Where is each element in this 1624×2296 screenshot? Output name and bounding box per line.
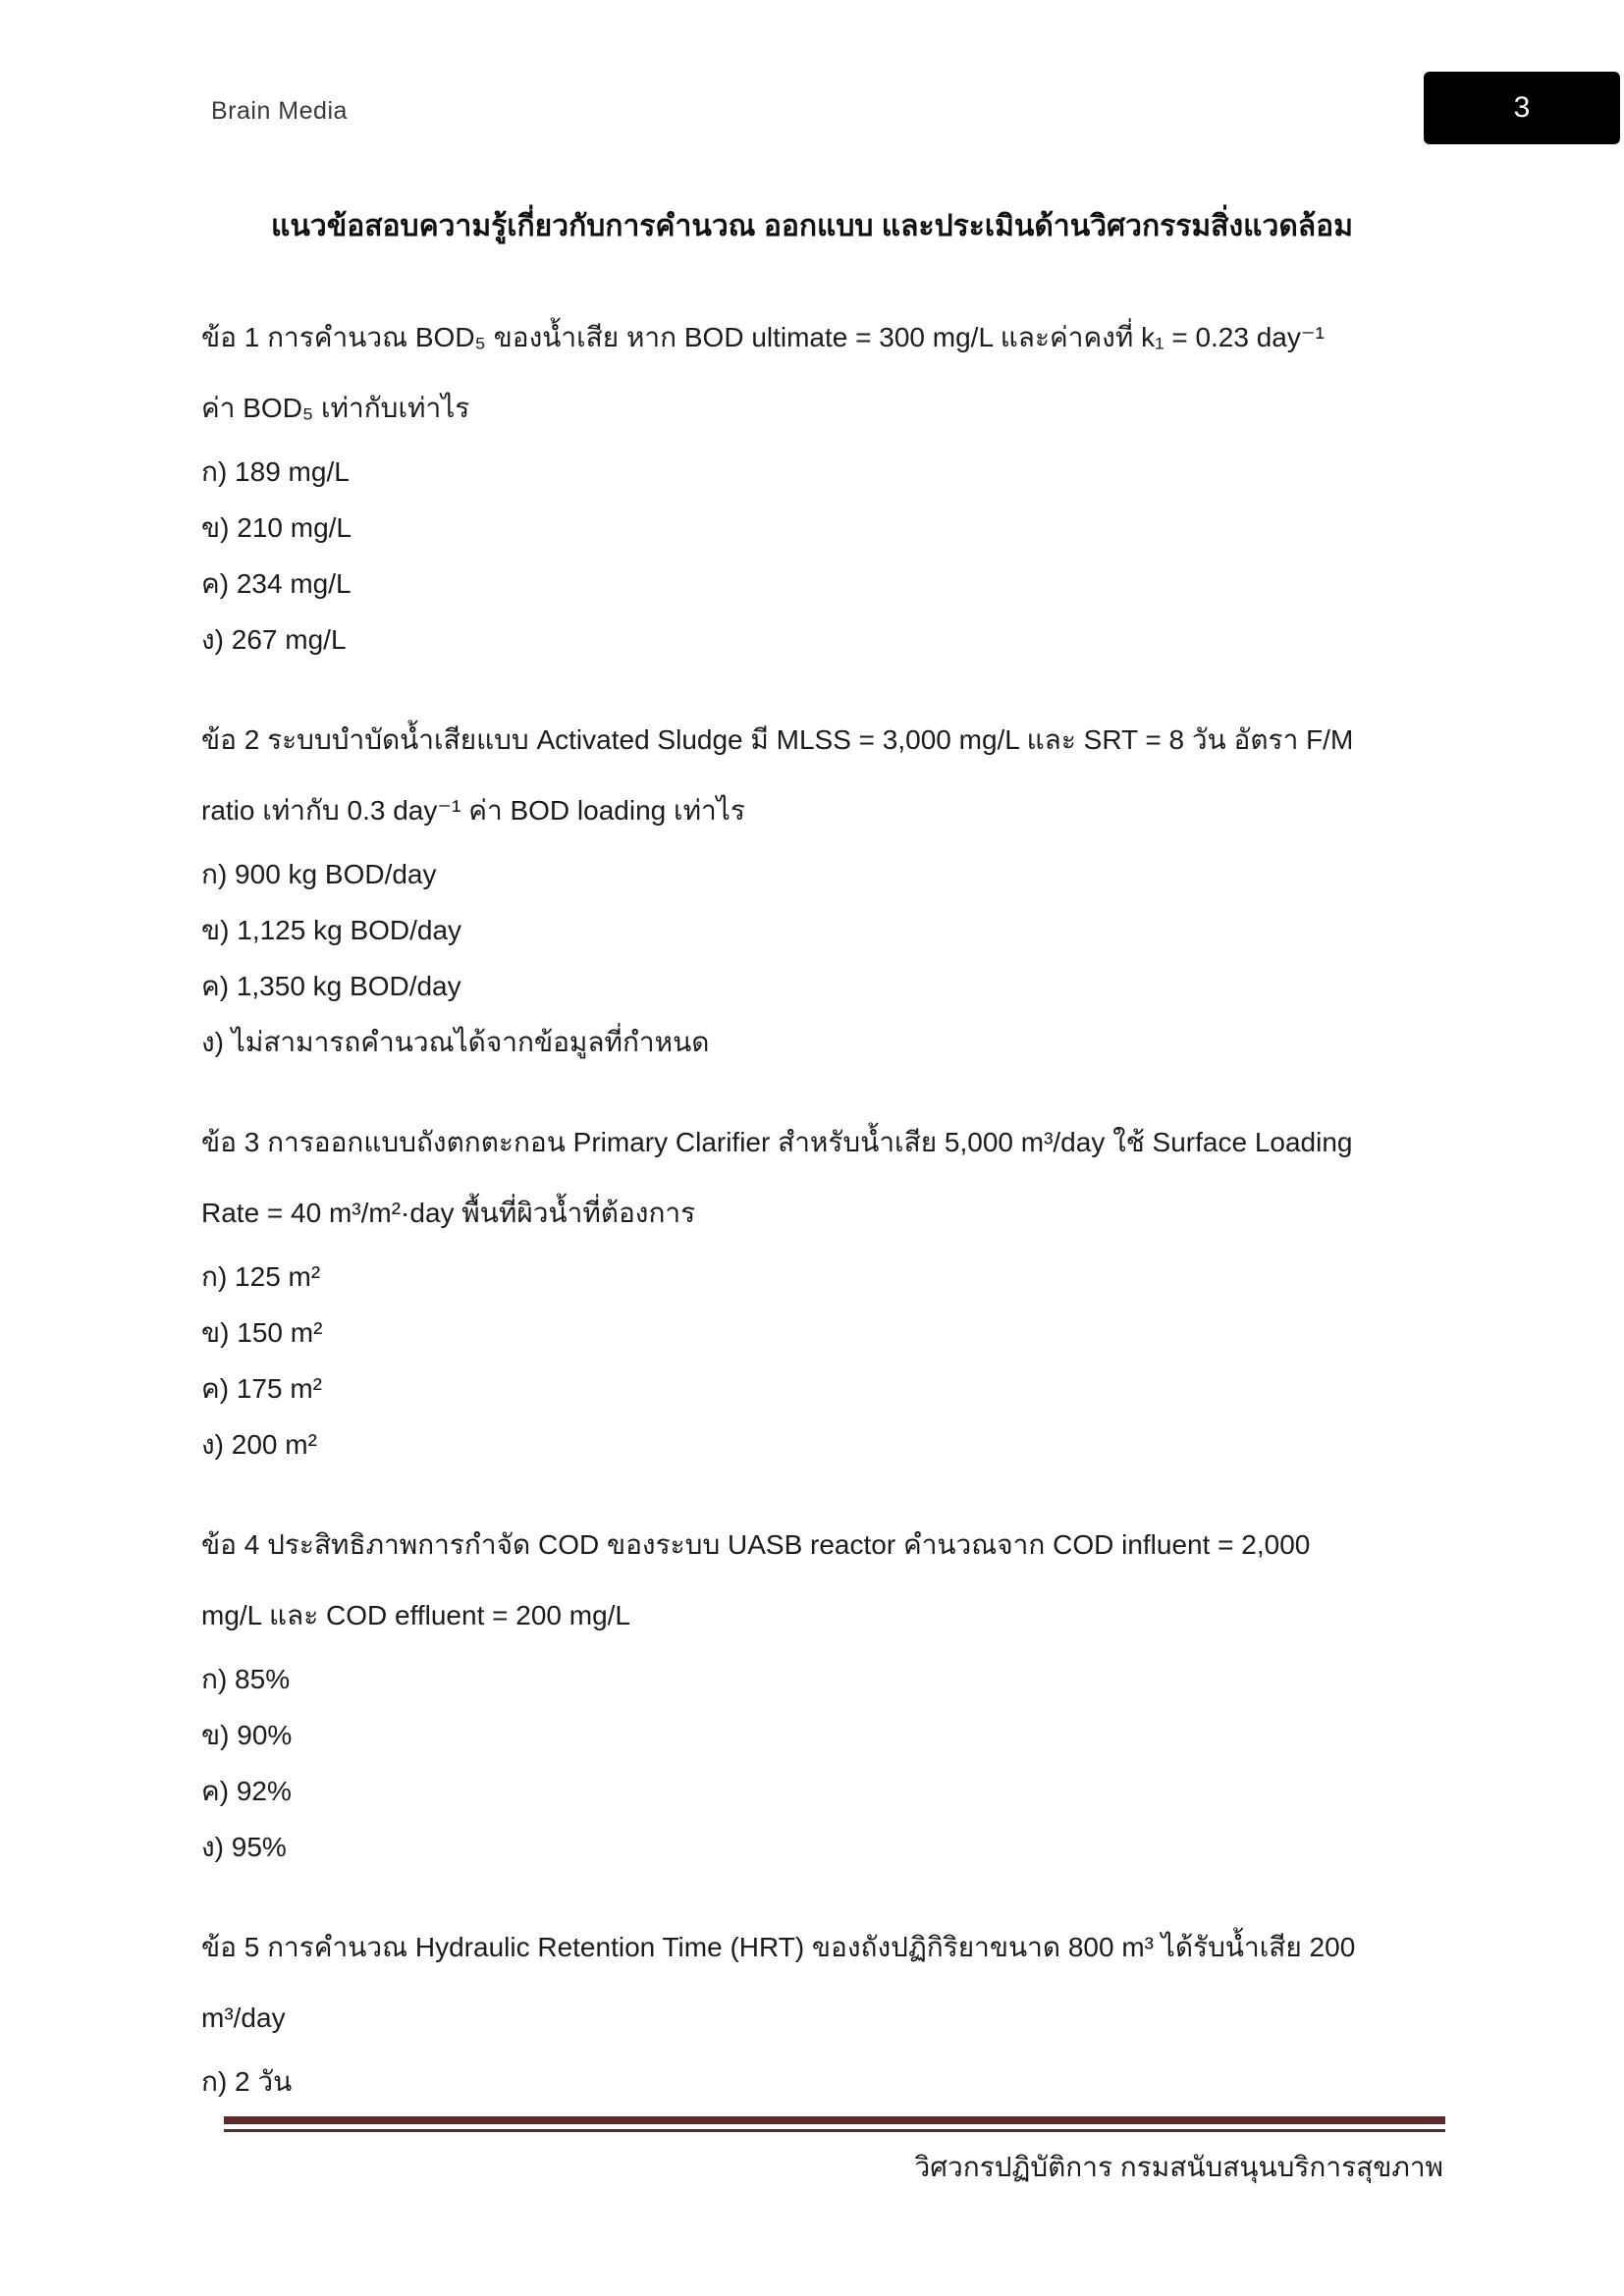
- question-1: [201, 302, 1458, 667]
- question-4: [201, 1510, 1458, 1875]
- question-5-line-1: ข้อ 5 การคำนวณ Hydraulic Retention Time (HRT) ของถังปฏิกิริยาขนาด 800 m³ ได้รับน้ำเสีย 200: [201, 1932, 1356, 1962]
- question-1-line-1: ข้อ 1 การคำนวณ BOD₅ ของน้ำเสีย หาก BOD ultimate = 300 mg/L และค่าคงที่ k₁ = 0.23 day⁻¹: [201, 322, 1325, 352]
- question-5-line-2: m³/day: [201, 2002, 286, 2033]
- footer-credit-text: วิศวกรปฏิบัติการ กรมสนับสนุนบริการสุขภาพ: [914, 2152, 1443, 2182]
- question-5: [201, 1912, 1458, 2109]
- question-1-option-c: ค) 234 mg/L: [201, 568, 352, 599]
- question-2-option-a: ก) 900 kg BOD/day: [201, 859, 437, 889]
- question-3: [201, 1107, 1458, 1472]
- question-2-line-1: ข้อ 2 ระบบบำบัดน้ำเสียแบบ Activated Sludge มี MLSS = 3,000 mg/L และ SRT = 8 วัน อัตรา F/M: [201, 724, 1354, 755]
- question-2-line-2: ratio เท่ากับ 0.3 day⁻¹ ค่า BOD loading เท่าไร: [201, 795, 745, 826]
- question-2: [201, 705, 1458, 1070]
- question-1-option-b: ข) 210 mg/L: [201, 512, 352, 543]
- question-4-option-d: ง) 95%: [201, 1832, 287, 1862]
- question-4-line-2: mg/L และ COD effluent = 200 mg/L: [201, 1600, 631, 1630]
- question-2-option-c: ค) 1,350 kg BOD/day: [201, 971, 461, 1001]
- brand-logo-text: Brain Media: [211, 97, 348, 125]
- question-1-line-2: ค่า BOD₅ เท่ากับเท่าไร: [201, 393, 470, 423]
- question-2-option-b: ข) 1,125 kg BOD/day: [201, 915, 462, 945]
- question-3-line-2: Rate = 40 m³/m²·day พื้นที่ผิวน้ำที่ต้องการ: [201, 1198, 696, 1228]
- footer-divider-rule: [224, 2116, 1445, 2132]
- question-1-option-d: ง) 267 mg/L: [201, 624, 347, 655]
- question-4-option-c: ค) 92%: [201, 1776, 292, 1806]
- question-1-option-a: ก) 189 mg/L: [201, 456, 350, 487]
- question-4-line-1: ข้อ 4 ประสิทธิภาพการกำจัด COD ของระบบ UASB reactor คำนวณจาก COD influent = 2,000: [201, 1529, 1311, 1560]
- page-number: 3: [1513, 91, 1531, 124]
- question-2-option-d: ง) ไม่สามารถคำนวณได้จากข้อมูลที่กำหนด: [201, 1027, 710, 1057]
- question-3-line-1: ข้อ 3 การออกแบบถังตกตะกอน Primary Clarifier สำหรับน้ำเสีย 5,000 m³/day ใช้ Surface Loading: [201, 1127, 1353, 1157]
- question-3-option-b: ข) 150 m²: [201, 1317, 323, 1348]
- questions-container: [201, 302, 1458, 2147]
- question-5-option-a: ก) 2 วัน: [201, 2066, 293, 2097]
- question-4-option-a: ก) 85%: [201, 1664, 291, 1694]
- question-4-option-b: ข) 90%: [201, 1720, 293, 1750]
- document-title: แนวข้อสอบความรู้เกี่ยวกับการคำนวณ ออกแบบ และประเมินด้านวิศวกรรมสิ่งแวดล้อม: [271, 210, 1353, 242]
- page-number-badge: [1424, 72, 1620, 144]
- question-3-option-d: ง) 200 m²: [201, 1429, 317, 1460]
- question-3-option-a: ก) 125 m²: [201, 1261, 321, 1292]
- question-3-option-c: ค) 175 m²: [201, 1373, 322, 1404]
